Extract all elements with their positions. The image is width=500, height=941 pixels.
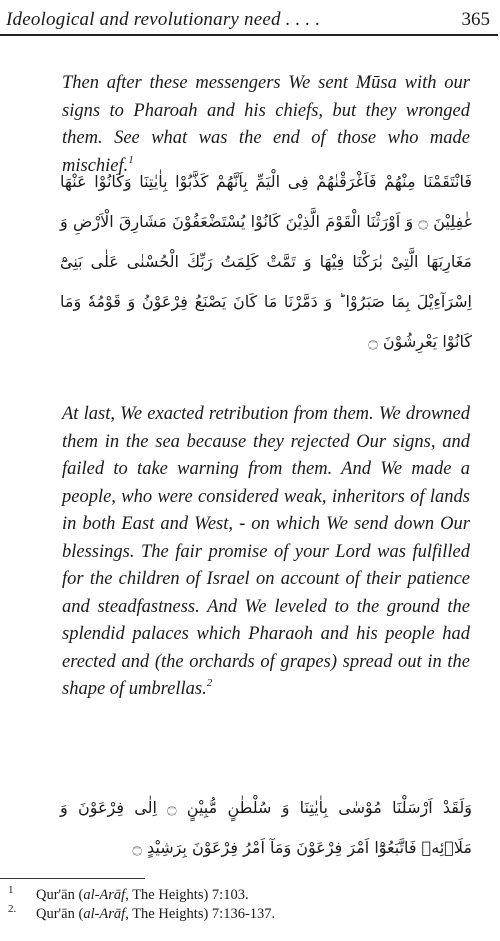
arabic-verse-1: فَانْتَقَمْنَا مِنْهُمْ فَاَغْرَقْنٰهُمْ فِى الْيَمِّ بِاَنَّهُمْ كَذَّبُوْا بِاٰيٰتِنَا وَكَانُوْا عَنْهَا غٰفِلِيْنَ ۝ وَ اَوْرَثْنَا الْقَوْمَ الَّذِيْنَ كَانُوْا يُسْتَضْعَفُوْنَ مَشَارِقَ الْاَرْضِ وَ مَغَارِبَهَا الَّتِىْ بٰرَكْنَا فِيْهَا وَ تَمَّتْ كَلِمَتُ رَبِّكَ الْحُسْنٰى عَلٰى بَنِىْٓ اِسْرَآءِيْلَ بِمَا صَبَرُوْا ؕ وَ دَمَّرْنَا مَا كَانَ يَصْنَعُ فِرْعَوْنُ وَ قَوْمُهٗ وَمَا كَانُوْا يَعْرِشُوْنَ ۝ <box>60 172 472 351</box>
arabic-verse-2: وَلَقَدْ اَرْسَلْنَا مُوْسٰى بِاٰيٰتِنَا وَ سُلْطٰنٍ مُّبِيْنٍ ۝ اِلٰى فِرْعَوْنَ وَ مَلَا۟ئِهٖ فَاتَّبَعُوْٓا اَمْرَ فِرْعَوْنَ وَمَآ اَمْرُ فِرْعَوْنَ بِرَشِيْدٍ ۝ <box>60 798 472 857</box>
footnote-number: 2. <box>8 903 17 915</box>
translation-text: Then after these messengers We sent Mūsa with our signs to Pharoah and his chiefs, but they wronged them. See what was the end of those who made mischief. <box>62 73 470 176</box>
translation-text: At last, We exacted retribution from them. We drowned them in the sea because they rejected Our signs, and failed to take warning from them. And We made a people, who were considered weak, inheritors of lands in both East and West, - on which We send down Our blessings. The fair promise of your Lord was fulfilled for the children of Israel on account of their patience and steadfastness. And We leveled to the ground the splendid palaces which Pharaoh and his people had erected and (the orchards of grapes) spread out in the shape of umbrellas. <box>62 404 470 699</box>
page-header <box>0 0 500 34</box>
footnote-ref: 2 <box>206 677 213 689</box>
header-rule <box>0 34 498 36</box>
translation-paragraph-2 <box>62 401 470 704</box>
footnote-suffix: , The Heights) 7:136-137. <box>125 906 276 922</box>
footnote-suffix: , The Heights) 7:103. <box>125 887 249 903</box>
running-title: Ideological and revolutionary need . . . . <box>6 9 321 30</box>
footnote-text <box>36 906 275 923</box>
footnote-rule <box>0 878 145 879</box>
footnote-source: al-Arāf <box>83 887 126 903</box>
footnote-number: 1 <box>8 884 14 896</box>
footnote-prefix: Qur'ān ( <box>36 887 84 903</box>
footnote-prefix: Qur'ān ( <box>36 906 84 922</box>
footnote-ref: 1 <box>128 153 134 166</box>
footnote-source: al-Arāf <box>83 906 126 922</box>
footnote-text <box>36 887 249 904</box>
page-number: 365 <box>461 9 490 30</box>
